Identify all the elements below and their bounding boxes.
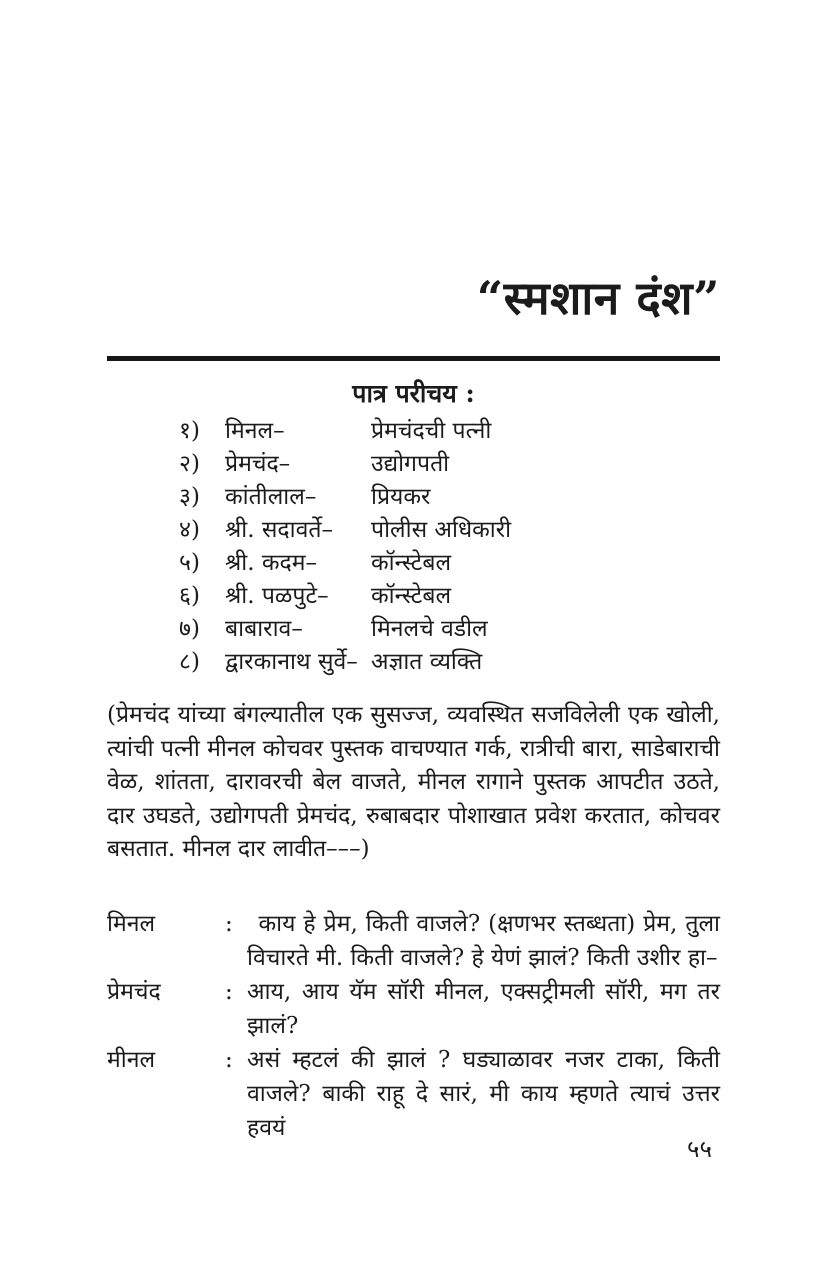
cast-role: प्रेमचंदची पत्नी xyxy=(371,418,492,444)
cast-number: ७) xyxy=(179,616,200,642)
cast-number: २) xyxy=(179,451,200,477)
cast-role: कॉन्स्टेबल xyxy=(371,550,452,576)
cast-row xyxy=(179,481,720,514)
dialogue-row xyxy=(107,907,720,975)
dialogue-speaker: मीनल xyxy=(107,1046,156,1073)
cast-row xyxy=(179,580,720,613)
cast-number: ८) xyxy=(179,649,200,675)
cast-list xyxy=(179,415,720,679)
dialogue-text: असं म्हटलं की झालं ? घड्याळावर नजर टाका, किती वाजले? बाकी राहू दे सारं, मी काय म्हणते त्याचं उत्तर हवयं xyxy=(247,1046,720,1141)
dialogue-text: आय, आय यॅम सॉरी मीनल, एक्सट्रीमली सॉरी, मग तर झालं? xyxy=(247,978,720,1039)
cast-role: उद्योगपती xyxy=(371,451,450,477)
cast-row xyxy=(179,415,720,448)
cast-number: ६) xyxy=(179,583,200,609)
page-title: “स्मशान दंश” xyxy=(476,271,720,325)
cast-row xyxy=(179,646,720,679)
cast-name: श्री. पळपुटे– xyxy=(225,583,329,609)
cast-row xyxy=(179,613,720,646)
dialogue-colon: : xyxy=(225,910,233,937)
cast-number: ३) xyxy=(179,484,200,510)
cast-row xyxy=(179,448,720,481)
cast-number: ५) xyxy=(179,550,200,576)
page-number: ५५ xyxy=(687,1135,712,1163)
cast-name: द्वारकानाथ सुर्वे– xyxy=(225,649,358,675)
cast-row xyxy=(179,514,720,547)
cast-name: श्री. कदम– xyxy=(225,550,317,576)
cast-row xyxy=(179,547,720,580)
dialogue-row xyxy=(107,975,720,1043)
cast-number: १) xyxy=(179,418,200,444)
cast-role: कॉन्स्टेबल xyxy=(371,583,452,609)
cast-name: प्रेमचंद– xyxy=(225,451,291,477)
cast-role: प्रियकर xyxy=(371,484,431,510)
dialogue-row xyxy=(107,1043,720,1145)
dialogue-speaker: मिनल xyxy=(107,910,156,937)
dialogue-text: काय हे प्रेम, किती वाजले? (क्षणभर स्तब्धता) प्रेम, तुला विचारते मी. किती वाजले? हे येणं झालं? किती उशीर हा– xyxy=(247,910,720,971)
dialogue-colon: : xyxy=(225,1046,233,1073)
cast-heading: पात्र परीचय : xyxy=(352,379,475,408)
cast-role: अज्ञात व्यक्ति xyxy=(371,649,483,675)
cast-role: मिनलचे वडील xyxy=(371,616,488,642)
cast-name: मिनल– xyxy=(225,418,285,444)
stage-direction: (प्रेमचंद यांच्या बंगल्यातील एक सुसज्ज, व्यवस्थित सजविलेली एक खोली, त्यांची पत्नी मीनल कोचवर पुस्तक वाचण्यात गर्क, रात्रीची बारा, साडेबाराची वेळ, शांतता, दारावरची बेल वाजते, मीनल रागाने पुस्तक आपटीत उठते, दार उघडते, उद्योगपती प्रेमचंद, रुबाबदार पोशाखात प्रवेश करतात, कोचवर बसतात. मीनल दार लावीत–––) xyxy=(107,702,720,862)
cast-name: श्री. सदावर्ते– xyxy=(225,517,333,543)
cast-role: पोलीस अधिकारी xyxy=(371,517,512,543)
cast-name: बाबाराव– xyxy=(225,616,303,642)
dialogue-colon: : xyxy=(225,978,233,1005)
dialogue-speaker: प्रेमचंद xyxy=(107,978,161,1005)
cast-name: कांतीलाल– xyxy=(225,484,317,510)
dialogue-section xyxy=(107,907,720,1145)
cast-number: ४) xyxy=(179,517,200,543)
title-underline xyxy=(107,356,720,361)
